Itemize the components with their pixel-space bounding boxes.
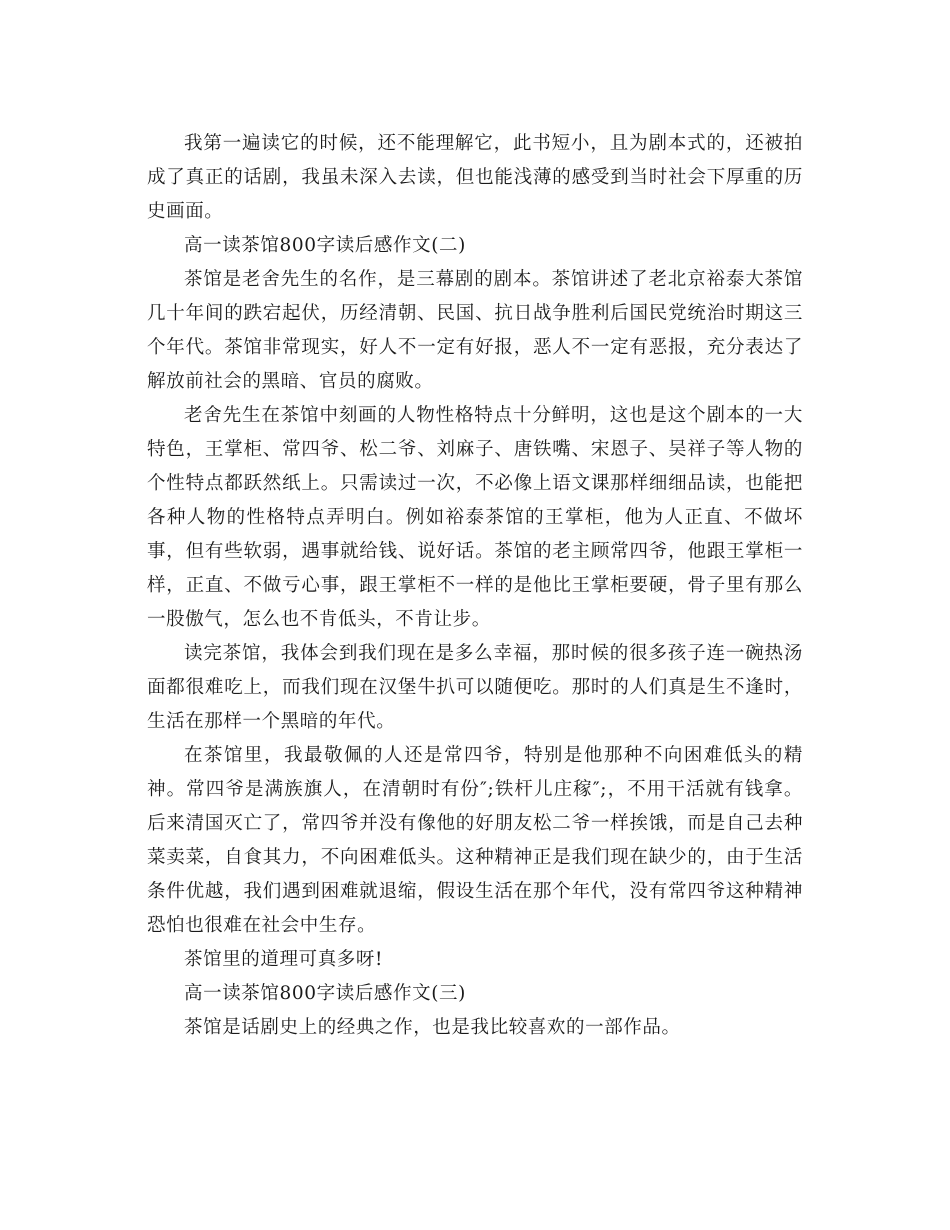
document-body: [147, 127, 803, 1045]
paragraph-characters: 老舍先生在茶馆中刻画的人物性格特点十分鲜明，这也是这个剧本的一大特色，王掌柜、常四爷、松二爷、刘麻子、唐铁嘴、宋恩子、吴祥子等人物的个性特点都跃然纸上。只需读过一次，不必像上语文课那样细细品读，也能把各种人物的性格特点弄明白。例如裕泰茶馆的王掌柜，他为人正直、不做坏事，但有些软弱，遇事就给钱、说好话。茶馆的老主顾常四爷，他跟王掌柜一样，正直、不做亏心事，跟王掌柜不一样的是他比王掌柜要硬，骨子里有那么一股傲气，怎么也不肯低头，不肯让步。: [147, 405, 803, 630]
paragraph-closing-remark: 茶馆里的道理可真多呀!: [184, 949, 384, 970]
paragraph-intro: 我第一遍读它的时候，还不能理解它，此书短小，且为剧本式的，还被拍成了真正的话剧，我虽未深入去读，但也能浅薄的感受到当时社会下厚重的历史画面。: [147, 133, 803, 222]
paragraph-chang-siye: 在茶馆里，我最敬佩的人还是常四爷，特别是他那种不向困难低头的精神。常四爷是满族旗人，在清朝时有份″;铁杆儿庄稼″;，不用干活就有钱拿。后来清国灭亡了，常四爷并没有像他的好朋友松二爷一样挨饿，而是自己去种菜卖菜，自食其力，不向困难低头。这种精神正是我们现在缺少的，由于生活条件优越，我们遇到困难就退缩，假设生活在那个年代，没有常四爷这种精神恐怕也很难在社会中生存。: [147, 745, 803, 936]
paragraph-reflection: 读完茶馆，我体会到我们现在是多么幸福，那时候的很多孩子连一碗热汤面都很难吃上，而我们现在汉堡牛扒可以随便吃。那时的人们真是生不逢时，生活在那样一个黑暗的年代。: [147, 643, 803, 732]
paragraph-teahouse-overview: 茶馆是老舍先生的名作，是三幕剧的剧本。茶馆讲述了老北京裕泰大茶馆几十年间的跌宕起伏，历经清朝、民国、抗日战争胜利后国民党统治时期这三个年代。茶馆非常现实，好人不一定有好报，恶人不一定有恶报，充分表达了解放前社会的黑暗、官员的腐败。: [147, 269, 803, 392]
section-heading-two: 高一读茶馆800字读后感作文(二): [184, 235, 466, 256]
paragraph-classic-work: 茶馆是话剧史上的经典之作，也是我比较喜欢的一部作品。: [184, 1017, 681, 1038]
section-heading-three: 高一读茶馆800字读后感作文(三): [184, 983, 466, 1004]
